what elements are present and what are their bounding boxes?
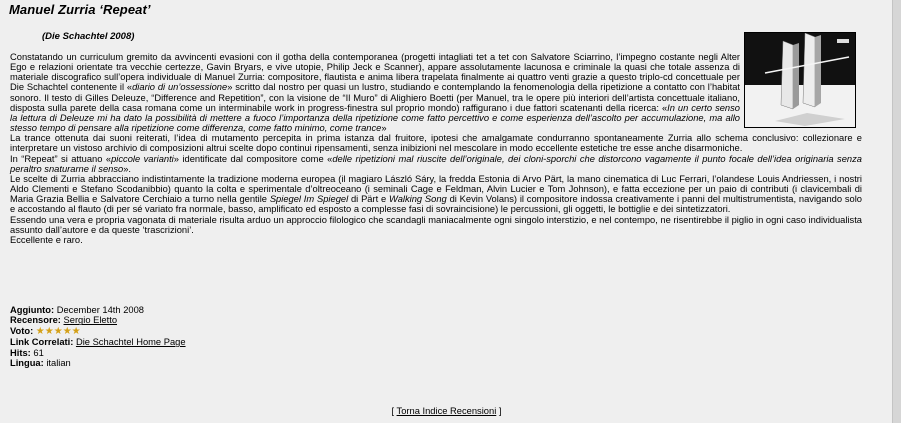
- meta-added: [10, 305, 186, 315]
- meta-hits: [10, 348, 186, 358]
- meta-value: italian: [46, 358, 71, 369]
- meta-value: December 14th 2008: [56, 305, 144, 315]
- review-meta: [10, 305, 186, 368]
- star-rating-icon: ★★★★★: [35, 325, 81, 337]
- meta-language: [10, 358, 186, 368]
- review-paragraph: Essendo una vera e propria vagonata di materiale risulta arduo un approccio filologico che scandagli maniacalmente ogni singolo interstizio, e nel contempo, ne risentirebbe il piglio in ogni caso individualista assunto dall’autore e da queste ‘trascrizioni’.: [10, 214, 862, 235]
- quote-run: diario di un’ossessione: [132, 82, 228, 93]
- text-run: In “Repeat” si attuano «: [10, 153, 112, 164]
- review-paragraph: [10, 154, 862, 174]
- title-run: Spiegel Im Spiegel: [269, 194, 349, 205]
- title-run: Walking Song: [389, 194, 447, 205]
- page-title: Manuel Zurria ‘Repeat’: [9, 2, 151, 17]
- meta-label: Aggiunto:: [10, 305, 55, 315]
- quote-run: piccole varianti: [111, 153, 174, 164]
- text-run: »: [381, 123, 387, 134]
- quote-run: delle ripetizioni mal riuscite dell’originale, dei cloni-sporchi che distorcono vagamente il punto focale dell’idea originaria senza peraltro snaturarne il senso: [10, 153, 862, 174]
- text-run: Le scelte di Zurria abbracciano indistintamente la tradizione moderna europea (il magiaro László Sáry, la fredda Estonia di Arvo Pärt, la mano cinematica di Luc Ferrari, l’olandese Louis Andriessen, i nostri Aldo Clementi e Stefano Scodanibbio) quanto la colta e sperimentale d’oltreoceano (i seminali Cage e Feldman, Alvin Lucier e Tom Johnson), e fatta eccezione per un paio di contributi (i clavicembali di Maria Grazia Bellia e Salvatore Cerchiaio a turno nella gentile: [10, 173, 862, 205]
- review-paragraph: [10, 52, 740, 133]
- meta-label: Recensore:: [10, 315, 61, 326]
- meta-label: Hits:: [10, 347, 31, 358]
- label-year: (Die Schachtel 2008): [42, 31, 135, 42]
- reviewer-link[interactable]: Sergio Eletto: [63, 315, 118, 326]
- meta-label: Voto:: [10, 325, 34, 336]
- meta-reviewer: [10, 315, 186, 325]
- back-to-index-link[interactable]: Torna Indice Recensioni: [396, 406, 497, 416]
- related-link[interactable]: Die Schachtel Home Page: [75, 337, 186, 348]
- review-paragraph: Eccellente e raro.: [10, 234, 83, 245]
- text-run: di Pärt e: [348, 194, 390, 205]
- meta-value: 61: [33, 347, 44, 358]
- bracket: ]: [498, 406, 502, 416]
- window-right-edge: [892, 0, 901, 423]
- meta-label: Lingua:: [10, 358, 44, 369]
- text-run: » scritto dal nostro per quasi un lustro, studiando e contemplando la fenomenologia della ripetizione a contatto con l’habitat sonoro. Il testo di Gilles Deleuze, “Difference and Repetition”, con la visione de “Il Muro” di Alighiero Boetti (per Manuel, tra le opere più interiori dell’artista concettuale italiano, disposta sulla parete della casa romana come un interminabile work in progress-finestra sul proprio mondo) raffigurano i due fattori scatenanti della ricerca: «: [10, 82, 741, 113]
- meta-vote: [10, 326, 186, 337]
- text-run: ».: [123, 163, 132, 174]
- text-run: » identificate dal compositore come «: [173, 153, 333, 164]
- review-body: [10, 52, 862, 245]
- text-run: Constatando un curriculum gremito da avvincenti evasioni con il gotha della contemporanea (progetti intagliati tet a tet con Salvatore Sciarrino, l’impegno costante negli Alter Ego e relazioni orientate tra vecchie certezze, Gavin Bryars, e vive utopie, Philip Jeck e Scanner), appare assolutamente lacunosa e criminale la quasi che totale assenza di materiale discografico sull’opera individuale di Manuel Zurria: compositore, flautista e anima libera trapelata finalmente ai quattro venti grazie a questo triplo-cd concettuale per Die Schachtel contenente il «: [10, 52, 740, 93]
- review-paragraph: [10, 174, 862, 215]
- footer-nav: [0, 406, 893, 416]
- bracket: [: [391, 406, 395, 416]
- quote-run: In un certo senso la lettura di Deleuze mi ha dato la possibilità di mettere a fuoco l’importanza della ripetizione come fatto percettivo e come esperienza dell’ascolto per accumulazione, ma allo stesso tempo di pensare alla ripetizione come differenza, come fatto minimo, come trance: [10, 102, 740, 134]
- review-paragraph: La trance ottenuta dai suoni reiterati, l’idea di mutamento percepita in prima istanza dal fruitore, ipotesi che amalgamate condurranno spontaneamente Zurria allo schema conclusivo: collezionare e interpretare un vistoso archivio di composizioni altrui scelte dopo continui ripensamenti, senza inibizioni nel mescolare in modo eccellente estetiche tre esse anche disarmoniche.: [10, 133, 862, 154]
- meta-links: [10, 337, 186, 347]
- text-run: di Kevin Volans) il compositore indossa creativamente i panni del multistrumentista, navigando solo e accostando al flauto (di per sé variato fra normale, basso, amplificato ed esposto a complesse fasi di sovraincisione) le percussioni, gli oggetti, le bottiglie e dei sintetizzatori.: [10, 194, 862, 215]
- meta-label: Link Correlati:: [10, 337, 74, 348]
